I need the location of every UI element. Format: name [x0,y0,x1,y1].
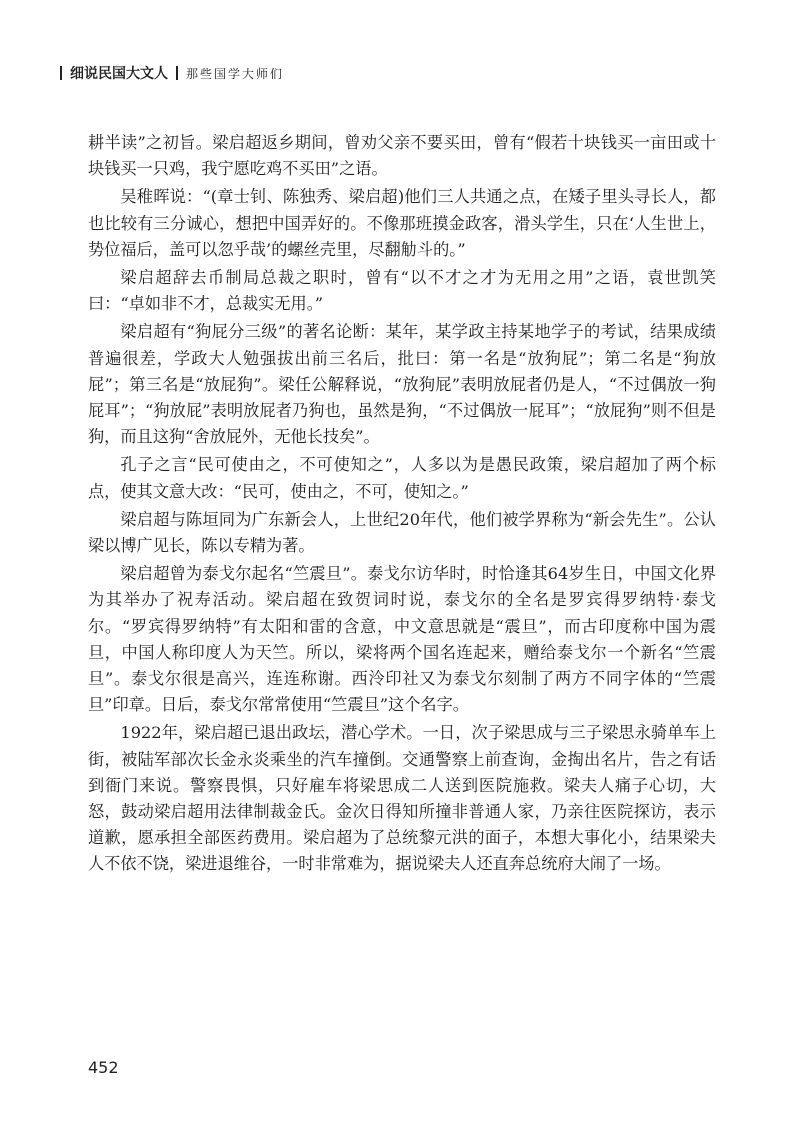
book-title: 细说民国大文人 [70,66,168,82]
paragraph: 梁启超有“狗屁分三级”的著名论断：某年，某学政主持某地学子的考试，结果成绩普遍很差，学政大人勉强拔出前三名后，批曰：第一名是“放狗屁”；第二名是“狗放屁”；第三名是“放屁狗”。梁任公解释说，“放狗屁”表明放屁者仍是人，“不过偶放一狗屁耳”；“狗放屁”表明放屁者乃狗也，虽然是狗，“不过偶放一屁耳”；“放屁狗”则不但是狗，而且这狗“舍放屁外，无他长技矣”。 [88,322,716,447]
page-number: 452 [88,1058,119,1077]
paragraph: 1922年，梁启超已退出政坛，潜心学术。一日，次子梁思成与三子梁思永骑单车上街，被陆军部次长金永炎乘坐的汽车撞倒。交通警察上前查询，金掏出名片，告之有话到衙门来说。警察畏惧，只好雇车将梁思成二人送到医院施救。梁夫人痛子心切，大怒，鼓动梁启超用法律制裁金氏。金次日得知所撞非普通人家，乃亲往医院探访，表示道歉，愿承担全部医药费用。梁启超为了总统黎元洪的面子，本想大事化小，结果梁夫人不依不饶，梁进退维谷，一时非常难为，据说梁夫人还直奔总统府大闹了一场。 [88,723,716,874]
paragraph: 梁启超曾为泰戈尔起名“竺震旦”。泰戈尔访华时，时恰逢其64岁生日，中国文化界为其举办了祝寿活动。梁启超在致贺词时说，泰戈尔的全名是罗宾得罗纳特·泰戈尔。“罗宾得罗纳特”有太阳和雷的含意，中文意思就是“震旦”，而古印度称中国为震旦，中国人称印度人为天竺。所以，梁将两个国名连起来，赠给泰戈尔一个新名“竺震旦”。泰戈尔很是高兴，连连称谢。西泠印社又为泰戈尔刻制了两方不同字体的“竺震旦”印章。日后，泰戈尔常常使用“竺震旦”这个名字。 [88,564,716,715]
running-header [60,62,284,84]
paragraph: 梁启超与陈垣同为广东新会人，上世纪20年代，他们被学界称为“新会先生”。公认梁以博广见长，陈以专精为著。 [88,509,716,556]
paragraph: 耕半读”之初旨。梁启超返乡期间，曾劝父亲不要买田，曾有“假若十块钱买一亩田或十块钱买一只鸡，我宁愿吃鸡不买田”之语。 [88,133,716,179]
paragraph: 梁启超辞去币制局总裁之职时，曾有“以不才之才为无用之用”之语，袁世凯笑曰：“卓如非不才，总裁实无用。” [88,268,716,314]
paragraph: 孔子之言“民可使由之，不可使知之”，人多以为是愚民政策，梁启超加了两个标点，使其文意大改：“民可，使由之，不可，使知之。” [88,455,716,501]
body-text [88,130,716,880]
header-divider [176,66,178,80]
section-title: 那些国学大师们 [186,66,285,81]
paragraph: 吴稚晖说：“(章士钊、陈独秀、梁启超)他们三人共通之点，在矮子里头寻长人，都也比较有三分诚心，想把中国弄好的。不像那班摸金政客，滑头学生，只在‘人生世上，势位福后，盖可以忽乎哉’的螺丝壳里，尽翻觔斗的。” [88,187,716,259]
header-divider [60,66,62,80]
